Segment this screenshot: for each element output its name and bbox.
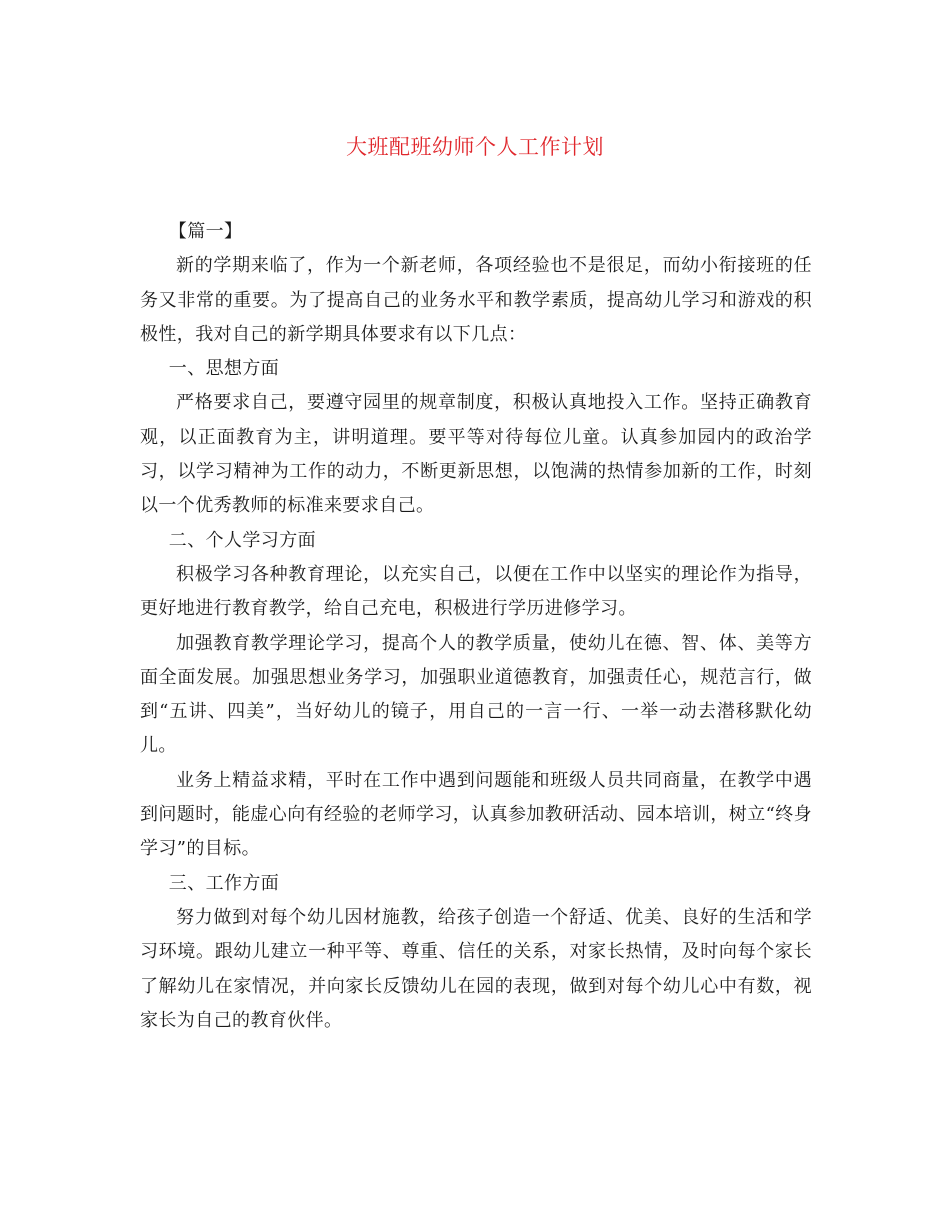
document-body <box>140 215 812 1038</box>
heading-work: 三、工作方面 <box>168 872 280 894</box>
document-title: 大班配班幼师个人工作计划 <box>346 135 604 159</box>
paragraph-study-1: 积极学习各种教育理论，以充实自己，以便在工作中以坚实的理论作为指导，更好地进行教育教学，给自己充电，积极进行学历进修学习。 <box>140 563 812 620</box>
heading-study: 二、个人学习方面 <box>168 529 316 551</box>
paragraph-intro: 新的学期来临了，作为一个新老师，各项经验也不是很足，而幼小衔接班的任务又非常的重要。为了提高自己的业务水平和教学素质，提高幼儿学习和游戏的积极性，我对自己的新学期具体要求有以下几点： <box>140 255 812 345</box>
heading-thought: 一、思想方面 <box>168 358 280 380</box>
paragraph-study-2: 加强教育教学理论学习，提高个人的教学质量，使幼儿在德、智、体、美等方面全面发展。加强思想业务学习，加强职业道德教育，加强责任心，规范言行，做到“五讲、四美”，当好幼儿的镜子，用自己的一言一行、一举一动去潜移默化幼儿。 <box>140 632 812 757</box>
paragraph-study-3: 业务上精益求精，平时在工作中遇到问题能和班级人员共同商量，在教学中遇到问题时，能虚心向有经验的老师学习，认真参加教研活动、园本培训，树立“终身学习”的目标。 <box>140 769 812 860</box>
section-label: 【篇一】 <box>168 221 243 242</box>
paragraph-thought: 严格要求自己，要遵守园里的规章制度，积极认真地投入工作。坚持正确教育观，以正面教育为主，讲明道理。要平等对待每位儿童。认真参加园内的政治学习，以学习精神为工作的动力，不断更新思想，以饱满的热情参加新的工作，时刻以一个优秀教师的标准来要求自己。 <box>140 392 812 517</box>
paragraph-work: 努力做到对每个幼儿因材施教，给孩子创造一个舒适、优美、良好的生活和学习环境。跟幼儿建立一种平等、尊重、信任的关系，对家长热情，及时向每个家长了解幼儿在家情况，并向家长反馈幼儿在园的表现，做到对每个幼儿心中有数，视家长为自己的教育伙伴。 <box>140 906 812 1031</box>
